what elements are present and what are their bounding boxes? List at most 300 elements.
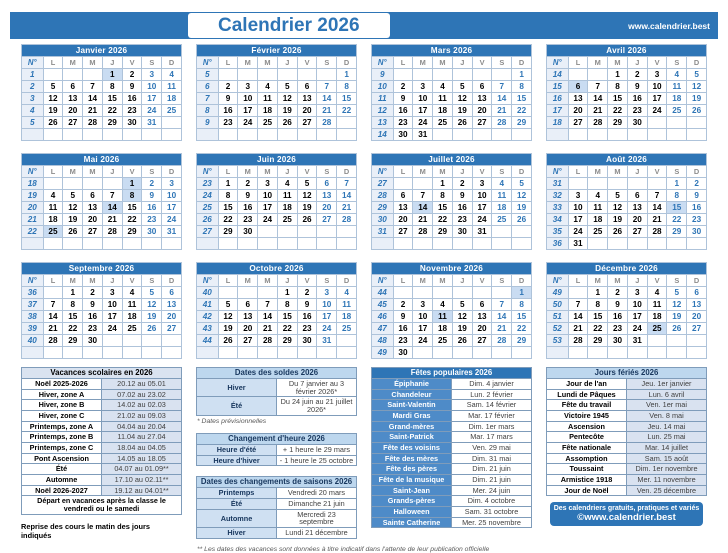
day-cell [43,69,63,81]
day-cell: 14 [492,93,512,105]
fetes-title: Fêtes populaires 2026 [372,368,532,379]
day-cell [83,178,103,190]
day-cell: 24 [472,214,492,226]
week-number-header: N° [547,57,569,69]
day-cell: 6 [568,81,588,93]
week-row [22,69,182,81]
day-cell: 26 [142,323,162,335]
day-cell [627,347,647,359]
day-cell: 16 [83,311,103,323]
day-cell: 18 [122,311,142,323]
table-row [22,432,182,443]
day-cell: 30 [122,117,142,129]
row-value: Lun. 25 mai [627,432,707,443]
week-number-header: N° [372,166,394,178]
week-row [547,190,707,202]
row-value: Dim. 31 mai [452,453,532,464]
day-letter-header: D [337,275,357,287]
day-cell: 11 [433,93,453,105]
week-number [547,129,569,141]
row-label: Grands-pères [372,496,452,507]
day-cell: 12 [512,190,532,202]
row-label: Hiver, zone B [22,400,102,411]
day-cell [277,238,297,250]
row-label: Mardi Gras [372,411,452,422]
row-value: 19.12 au 04.01** [102,485,182,496]
day-cell: 15 [63,311,83,323]
row-value: + 1 heure le 29 mars [277,444,357,455]
soldes-table [196,367,357,416]
day-letter-header: L [568,57,588,69]
day-cell: 16 [238,202,258,214]
day-cell [337,117,357,129]
day-cell: 7 [492,299,512,311]
table-row [547,400,707,411]
day-cell: 14 [588,93,608,105]
month-title: Novembre 2026 [372,263,532,275]
day-cell [512,129,532,141]
day-cell: 15 [588,311,608,323]
day-cell: 26 [608,226,628,238]
week-row [547,69,707,81]
day-letter-header: J [627,166,647,178]
day-cell [43,347,63,359]
day-letter-header: M [608,166,628,178]
week-number: 51 [547,311,569,323]
day-cell: 28 [588,117,608,129]
day-cell [83,129,103,141]
day-letter-header: M [588,275,608,287]
day-cell: 21 [43,323,63,335]
table-row [372,496,532,507]
day-cell: 25 [667,105,687,117]
table-row [197,509,357,527]
day-cell: 27 [687,323,707,335]
week-number: 32 [547,190,569,202]
day-cell [647,117,667,129]
week-number: 16 [547,93,569,105]
day-cell: 4 [258,81,278,93]
day-cell: 17 [627,311,647,323]
credit-tagline: Des calendriers gratuits, pratiques et variés [553,505,700,513]
row-value: Ven. 1er mai [627,400,707,411]
day-cell: 5 [142,287,162,299]
day-cell: 3 [413,81,433,93]
week-row [372,299,532,311]
day-cell: 29 [277,335,297,347]
table-row [372,421,532,432]
week-number: 45 [372,299,394,311]
day-cell: 21 [102,214,122,226]
table-row [547,421,707,432]
day-cell: 26 [452,335,472,347]
day-cell [122,335,142,347]
row-label: Printemps [197,488,277,499]
day-cell [218,347,238,359]
day-cell: 11 [277,190,297,202]
fetes-table [371,367,532,528]
day-cell: 30 [238,226,258,238]
day-cell: 19 [297,202,317,214]
week-row [22,129,182,141]
day-cell: 25 [588,226,608,238]
day-cell: 1 [588,287,608,299]
day-cell [43,129,63,141]
day-letter-header: M [238,275,258,287]
week-row [22,323,182,335]
day-cell: 23 [627,105,647,117]
day-cell: 8 [122,190,142,202]
day-cell: 4 [433,81,453,93]
day-cell: 17 [647,93,667,105]
day-cell: 7 [102,190,122,202]
day-cell: 27 [83,226,103,238]
row-label: Noël 2025-2026 [22,379,102,390]
day-cell [297,226,317,238]
day-cell: 8 [512,81,532,93]
week-number-header: N° [197,166,219,178]
row-label: Saint-Jean [372,485,452,496]
day-letter-header: D [162,275,182,287]
day-cell: 15 [608,93,628,105]
month-title: Mai 2026 [22,154,182,166]
day-cell [258,69,278,81]
day-cell: 9 [393,311,413,323]
week-row [22,287,182,299]
day-cell: 20 [83,214,103,226]
day-cell: 14 [258,311,278,323]
day-cell: 29 [122,226,142,238]
day-cell: 4 [337,287,357,299]
day-cell: 17 [568,214,588,226]
day-cell: 19 [63,214,83,226]
day-cell [337,347,357,359]
day-letter-header: J [102,57,122,69]
day-cell: 5 [512,178,532,190]
day-cell [142,347,162,359]
credit-box[interactable] [550,502,703,526]
day-letter-header: D [512,275,532,287]
week-number-header: N° [547,166,569,178]
day-cell [393,69,413,81]
week-number: 27 [197,226,219,238]
day-cell [258,287,278,299]
day-cell [83,238,103,250]
day-letter-header: L [43,166,63,178]
row-label: Hiver, zone C [22,411,102,422]
day-letter-header: V [472,57,492,69]
day-cell: 20 [472,323,492,335]
month-title: Juillet 2026 [372,154,532,166]
day-cell [588,238,608,250]
day-cell [512,226,532,238]
week-number-header: N° [372,57,394,69]
day-cell: 30 [393,347,413,359]
day-cell: 25 [433,335,453,347]
week-number: 14 [547,69,569,81]
day-cell: 23 [122,105,142,117]
week-row [22,190,182,202]
day-letter-header: V [472,166,492,178]
day-cell: 1 [337,69,357,81]
week-row [372,129,532,141]
month-janvier-2026 [21,44,182,141]
saisons-title: Dates des changements de saisons 2026 [197,477,357,488]
day-cell [218,238,238,250]
day-cell [608,129,628,141]
week-row [197,311,357,323]
day-cell: 7 [337,178,357,190]
day-cell: 25 [337,323,357,335]
day-letter-header: M [63,166,83,178]
day-cell: 14 [568,311,588,323]
day-cell: 30 [83,335,103,347]
day-cell: 18 [337,311,357,323]
day-cell: 10 [317,299,337,311]
day-cell [218,69,238,81]
table-row [372,432,532,443]
day-cell: 25 [162,105,182,117]
table-row [22,485,182,496]
row-value: 07.02 au 23.02 [102,389,182,400]
day-cell: 27 [568,117,588,129]
day-cell [162,238,182,250]
row-label: Été [197,397,277,415]
day-cell [317,129,337,141]
day-cell: 11 [122,299,142,311]
day-cell: 14 [102,202,122,214]
row-label: Fête de la musique [372,475,452,486]
day-cell [122,129,142,141]
week-number [22,238,44,250]
week-number: 5 [197,69,219,81]
day-cell: 4 [492,178,512,190]
day-cell: 17 [317,311,337,323]
day-letter-header: L [568,166,588,178]
day-cell: 8 [102,81,122,93]
day-cell: 21 [83,105,103,117]
row-label: Victoire 1945 [547,411,627,422]
day-cell: 22 [512,105,532,117]
day-cell [238,347,258,359]
table-row [372,389,532,400]
day-cell: 22 [277,323,297,335]
day-cell: 18 [277,202,297,214]
day-cell: 3 [142,69,162,81]
fetes-column [371,367,532,528]
day-cell: 25 [43,226,63,238]
day-cell: 13 [297,93,317,105]
day-cell: 7 [258,299,278,311]
feries-table [546,367,707,496]
day-cell: 17 [238,105,258,117]
table-row [22,389,182,400]
day-cell: 19 [687,93,707,105]
row-value: 04.07 au 01.09** [102,464,182,475]
week-number [22,347,44,359]
day-cell: 19 [452,323,472,335]
week-row [372,311,532,323]
day-cell [63,347,83,359]
table-row [372,475,532,486]
day-letter-header: L [43,57,63,69]
day-letter-header: D [687,57,707,69]
week-number: 19 [22,190,44,202]
day-cell: 9 [238,190,258,202]
day-cell: 15 [512,93,532,105]
day-cell: 30 [142,226,162,238]
day-letter-header: M [413,166,433,178]
day-letter-header: M [413,57,433,69]
month-title: Avril 2026 [547,45,707,57]
day-cell: 1 [608,69,628,81]
week-number: 48 [372,335,394,347]
day-cell: 21 [492,323,512,335]
row-label: Assomption [547,453,627,464]
row-value: Dim. 4 janvier [452,379,532,390]
day-cell: 29 [102,117,122,129]
day-cell: 23 [218,117,238,129]
day-cell: 15 [277,311,297,323]
row-value: Vendredi 20 mars [277,488,357,499]
day-cell: 2 [122,69,142,81]
day-cell: 2 [297,287,317,299]
day-cell: 31 [413,129,433,141]
week-number: 38 [22,311,44,323]
day-cell: 7 [647,190,667,202]
day-cell: 26 [63,226,83,238]
day-cell: 13 [687,299,707,311]
day-cell [452,347,472,359]
row-value: Mer. 25 novembre [452,517,532,528]
day-cell: 29 [608,117,628,129]
week-row [22,311,182,323]
day-cell: 31 [472,226,492,238]
day-cell: 4 [122,287,142,299]
day-cell: 23 [83,323,103,335]
day-cell [102,129,122,141]
week-row [22,117,182,129]
row-value: Du 24 juin au 21 juillet 2026* [277,397,357,415]
row-label: Ascension [547,421,627,432]
day-cell: 27 [63,117,83,129]
day-letter-header: D [162,57,182,69]
week-row [22,226,182,238]
table-row [197,499,357,510]
row-value: Dim. 4 octobre [452,496,532,507]
week-row [547,129,707,141]
week-row [197,323,357,335]
day-cell [297,129,317,141]
day-cell: 23 [452,214,472,226]
day-cell: 11 [667,81,687,93]
site-link[interactable]: www.calendrier.best [628,20,710,31]
day-cell [102,178,122,190]
week-row [372,238,532,250]
day-letter-header: S [492,275,512,287]
day-cell [277,69,297,81]
day-cell [317,347,337,359]
day-cell [413,287,433,299]
row-label: Pentecôte [547,432,627,443]
day-cell: 17 [258,202,278,214]
week-number: 7 [197,93,219,105]
day-letter-header: L [218,166,238,178]
day-cell: 22 [667,214,687,226]
day-cell [238,238,258,250]
day-cell: 1 [218,178,238,190]
week-number: 27 [372,178,394,190]
day-cell [588,129,608,141]
week-row [547,226,707,238]
day-letter-header: J [102,166,122,178]
day-cell: 28 [492,335,512,347]
day-cell: 21 [258,323,278,335]
day-cell: 2 [142,178,162,190]
day-cell: 6 [238,299,258,311]
day-cell: 26 [277,117,297,129]
row-value: Sam. 14 février [452,400,532,411]
day-letter-header: M [433,57,453,69]
day-letter-header: M [588,57,608,69]
week-row [372,226,532,238]
day-cell: 23 [238,214,258,226]
day-letter-header: D [512,57,532,69]
row-value: Mar. 17 février [452,411,532,422]
day-cell: 28 [317,117,337,129]
day-cell [43,287,63,299]
row-value: 14.02 au 02.03 [102,400,182,411]
week-number: 2 [22,81,44,93]
day-cell [393,238,413,250]
week-number [197,347,219,359]
day-cell: 13 [472,311,492,323]
row-label: Épiphanie [372,379,452,390]
day-cell: 9 [452,190,472,202]
day-cell: 2 [452,178,472,190]
day-cell: 1 [433,178,453,190]
week-row [22,93,182,105]
row-label: Printemps, zone B [22,432,102,443]
day-cell: 11 [588,202,608,214]
week-row [547,311,707,323]
week-row [547,323,707,335]
week-number: 44 [372,287,394,299]
week-number-header: N° [372,275,394,287]
row-label: Noël 2026-2027 [22,485,102,496]
day-cell [258,129,278,141]
row-label: Été [197,499,277,510]
week-number: 24 [197,190,219,202]
month-title: Août 2026 [547,154,707,166]
week-number: 14 [372,129,394,141]
day-cell: 18 [43,214,63,226]
week-number: 31 [372,226,394,238]
row-label: Saint-Patrick [372,432,452,443]
table-row [197,488,357,499]
day-cell [297,238,317,250]
day-cell: 20 [63,105,83,117]
week-number-header: N° [547,275,569,287]
day-cell [297,347,317,359]
month-title: Juin 2026 [197,154,357,166]
day-cell: 9 [142,190,162,202]
month-juillet-2026 [371,153,532,250]
week-row [22,347,182,359]
day-letter-header: S [317,57,337,69]
row-label: Jour de Noël [547,485,627,496]
week-number: 17 [547,105,569,117]
